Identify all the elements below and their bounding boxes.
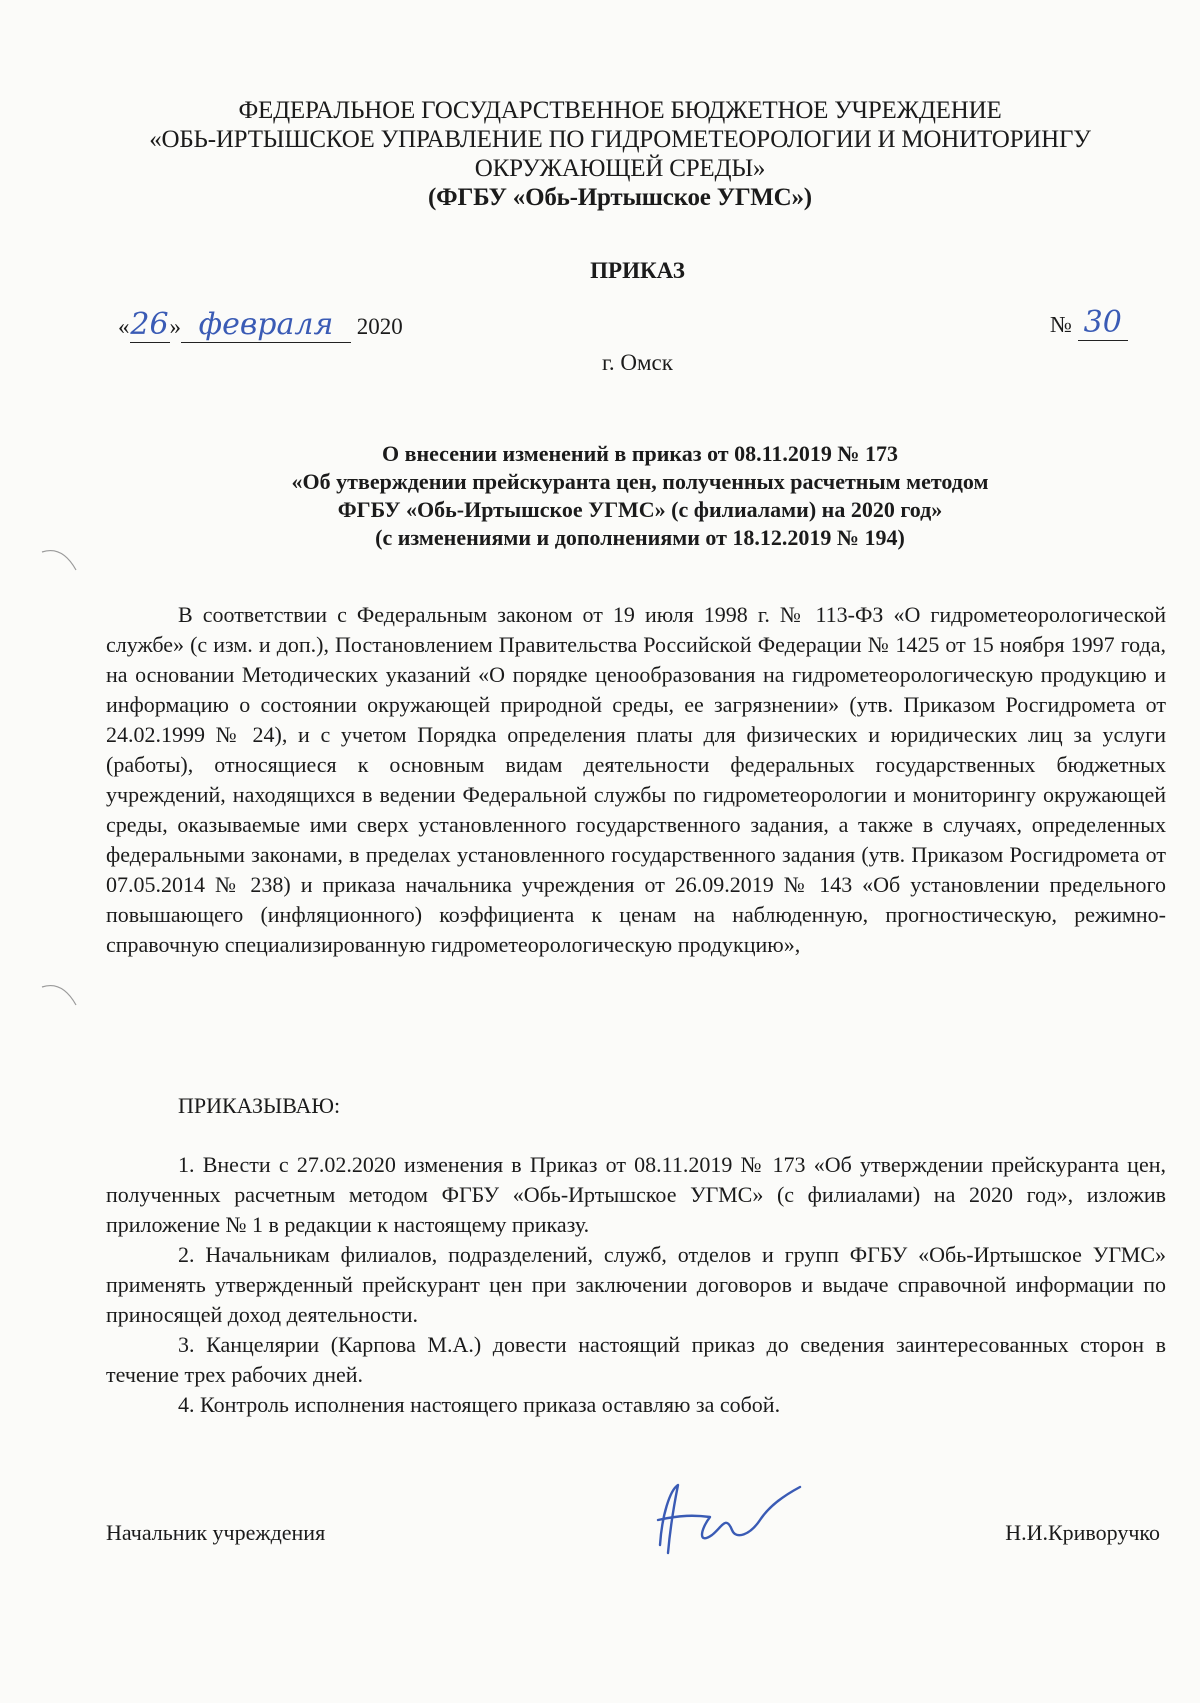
date-year: 2020 [356, 314, 403, 339]
order-number [1050, 305, 1128, 341]
preamble-paragraph: В соответствии с Федеральным законом от 19 июля 1998 г. № 113-ФЗ «О гидрометеорологической службе» (с изм. и доп.), Постановлением Правительства Российской Федерации № 1425 от 15 ноября 1997 года, на основании Методических указаний «О порядке ценообразования на гидрометеорологическую продукцию и информацию о состоянии окружающей природной среды, ее загрязнении» (утв. Приказом Росгидромета от 24.02.1999 № 24), и с учетом Порядка определения платы для физических и юридических лиц за услуги (работы), относящиеся к основным видам деятельности федеральных государственных бюджетных учреждений, находящихся в ведении Федеральной службы по гидрометеорологии и мониторингу окружающей среды, оказываемые ими сверх установленного государственного задания, а также в случаях, определенных федеральными законами, в пределах установленного государственного задания (утв. Приказом Росгидромета от 07.05.2014 № 238) и приказа начальника учреждения от 26.09.2019 № 143 «Об установлении предельного повышающего (инфляционного) коэффициента к ценам на наблюденную, прогностическую, режимно-справочную специализированную гидрометеорологическую продукцию», [106, 602, 1166, 957]
date-close-quote: » [169, 314, 181, 339]
document-type-title: ПРИКАЗ [590, 258, 685, 283]
header-line-3: ОКРУЖАЮЩЕЙ СРЕДЫ» [474, 155, 766, 182]
handwritten-signature [640, 1475, 810, 1565]
number-label: № [1050, 312, 1072, 337]
header-line-2: «ОБЬ-ИРТЫШСКОЕ УПРАВЛЕНИЕ ПО ГИДРОМЕТЕОРОЛОГИИ И МОНИТОРИНГУ [149, 126, 1091, 153]
subject-line-4: (с изменениями и дополнениями от 18.12.2019 № 194) [375, 525, 905, 550]
order-item: 1. Внести с 27.02.2020 изменения в Приказ от 08.11.2019 № 173 «Об утверждении прейскуранта цен, полученных расчетным методом ФГБУ «Обь-Иртышское УГМС» (с филиалами) на 2020 год», изложив приложение № 1 в редакции к настоящему приказу. [106, 1152, 1166, 1237]
order-item: 2. Начальникам филиалов, подразделений, служб, отделов и групп ФГБУ «Обь-Иртышское УГМС» применять утвержденный прейскурант цен при заключении договоров и выдаче справочной информации по приносящей доход деятельности. [106, 1242, 1166, 1327]
signatory-name: Н.И.Криворучко [1005, 1520, 1160, 1545]
order-item: 3. Канцелярии (Карпова М.А.) довести настоящий приказ до сведения заинтересованных сторон в течение трех рабочих дней. [106, 1332, 1166, 1387]
order-subject [180, 440, 1100, 552]
subject-line-3: ФГБУ «Обь-Иртышское УГМС» (с филиалами) на 2020 год» [337, 497, 943, 522]
order-items [106, 1150, 1166, 1420]
organization-short-name: (ФГБУ «Обь-Иртышское УГМС») [428, 184, 812, 211]
header-line-1: ФЕДЕРАЛЬНОЕ ГОСУДАРСТВЕННОЕ БЮДЖЕТНОЕ УЧРЕЖДЕНИЕ [238, 97, 1002, 124]
scan-margin-mark [40, 540, 80, 580]
decree-word: ПРИКАЗЫВАЮ: [178, 1093, 341, 1118]
date-open-quote: « [118, 314, 130, 339]
scan-margin-mark [40, 975, 80, 1015]
handwritten-number: 30 [1078, 305, 1128, 341]
handwritten-month: февраля [181, 307, 351, 343]
subject-line-2: «Об утверждении прейскуранта цен, полученных расчетным методом [291, 469, 989, 494]
signatory-title: Начальник учреждения [106, 1520, 326, 1545]
subject-line-1: О внесении изменений в приказ от 08.11.2019 № 173 [381, 441, 898, 466]
city-line: г. Омск [602, 350, 673, 375]
organization-header [90, 96, 1150, 212]
order-item: 4. Контроль исполнения настоящего приказа оставляю за собой. [178, 1392, 781, 1417]
order-date [118, 307, 403, 343]
handwritten-day: 26 [130, 307, 169, 342]
